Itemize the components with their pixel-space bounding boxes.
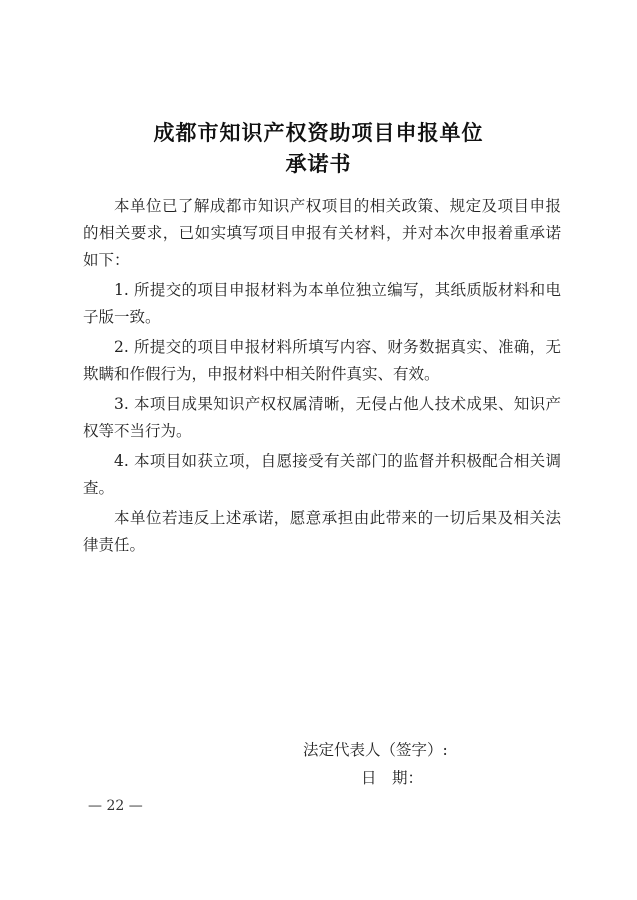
commitment-item-4: 4. 本项目如获立项，自愿接受有关部门的监督并积极配合相关调查。 [83, 452, 561, 497]
commitment-item-3: 3. 本项目成果知识产权权属清晰，无侵占他人技术成果、知识产权等不当行为。 [83, 395, 561, 440]
closing-paragraph: 本单位若违反上述承诺，愿意承担由此带来的一切后果及相关法律责任。 [83, 509, 561, 554]
signature-label: 法定代表人（签字）: [303, 741, 448, 759]
page-number: — 22 — [88, 798, 143, 814]
commitment-item-1: 1. 所提交的项目申报材料为本单位独立编写，其纸质版材料和电子版一致。 [83, 281, 561, 326]
intro-paragraph: 本单位已了解成都市知识产权项目的相关政策、规定及项目申报的相关要求，已如实填写项目申报有关材料，并对本次申报着重承诺如下： [83, 197, 561, 269]
document-title: 成都市知识产权资助项目申报单位 [153, 120, 484, 145]
document-subtitle: 承诺书 [285, 151, 352, 176]
document-body [83, 193, 561, 562]
date-label: 日 期： [361, 769, 424, 787]
commitment-item-2: 2. 所提交的项目申报材料所填写内容、财务数据真实、准确，无欺瞒和作假行为，申报材料中相关附件真实、有效。 [83, 338, 561, 383]
